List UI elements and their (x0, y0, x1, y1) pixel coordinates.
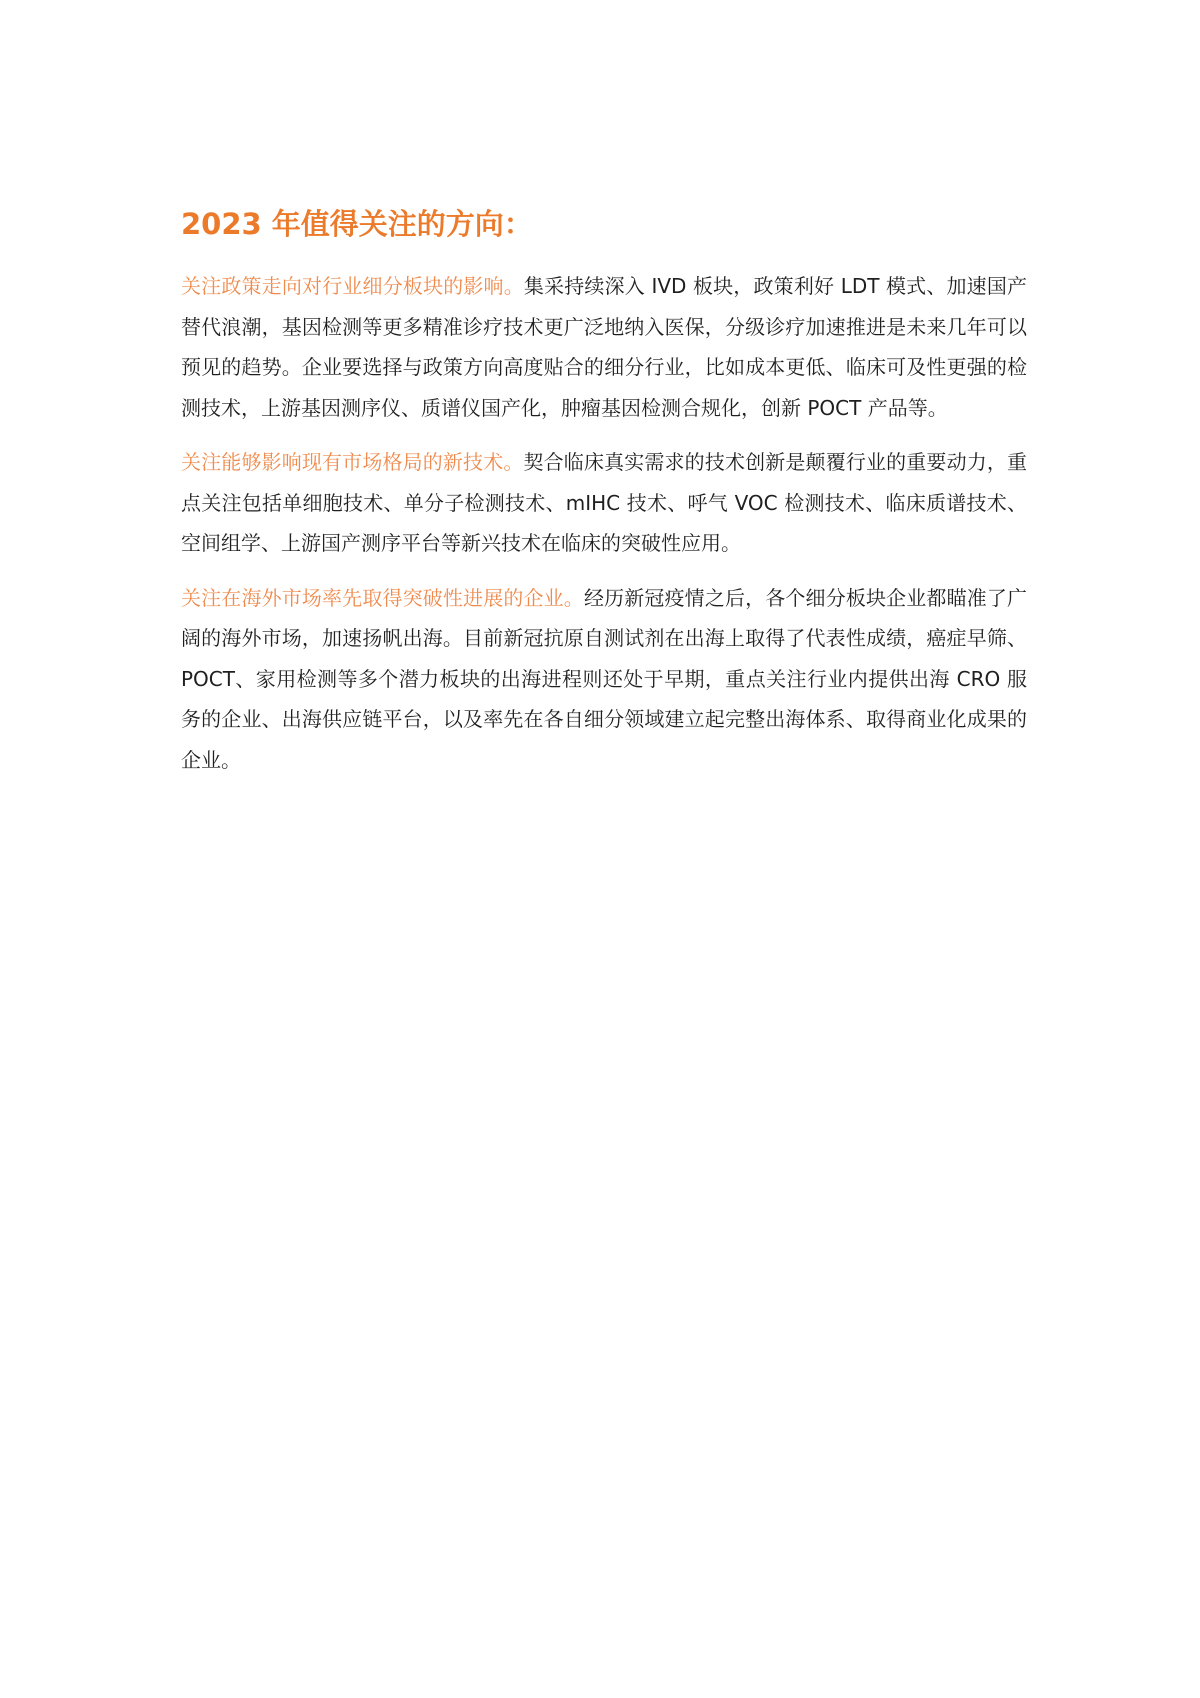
paragraph-new-tech (181, 442, 1027, 564)
paragraph-text: 集采持续深入 IVD 板块，政策利好 LDT 模式、加速国产替代浪潮，基因检测等更多精准诊疗技术更广泛地纳入医保，分级诊疗加速推进是未来几年可以预见的趋势。企业要选择与政策方向高度贴合的细分行业，比如成本更低、临床可及性更强的检测技术，上游基因测序仪、质谱仪国产化，肿瘤基因检测合规化，创新 POCT 产品等。 (181, 274, 1028, 420)
paragraph-policy (181, 266, 1027, 428)
paragraph-text: 契合临床真实需求的技术创新是颠覆行业的重要动力，重点关注包括单细胞技术、单分子检测技术、mIHC 技术、呼气 VOC 检测技术、临床质谱技术、空间组学、上游国产测序平台等新兴技术在临床的突破性应用。 (181, 450, 1028, 555)
paragraph-highlight: 关注能够影响现有市场格局的新技术。 (181, 450, 524, 474)
paragraph-overseas (181, 578, 1027, 781)
paragraph-highlight: 关注政策走向对行业细分板块的影响。 (181, 274, 524, 298)
article-body (181, 200, 1027, 794)
section-heading: 2023 年值得关注的方向： (181, 207, 533, 241)
paragraph-highlight: 关注在海外市场率先取得突破性进展的企业。 (181, 585, 584, 610)
paragraph-text: 经历新冠疫情之后，各个细分板块企业都瞄准了广阔的海外市场，加速扬帆出海。目前新冠抗原自测试剂在出海上取得了代表性成绩，癌症早筛、POCT、家用检测等多个潜力板块的出海进程则还处于早期，重点关注行业内提供出海 CRO 服务的企业、出海供应链平台，以及率先在各自细分领域建立起完整出海体系、取得商业化成果的企业。 (181, 585, 1028, 772)
